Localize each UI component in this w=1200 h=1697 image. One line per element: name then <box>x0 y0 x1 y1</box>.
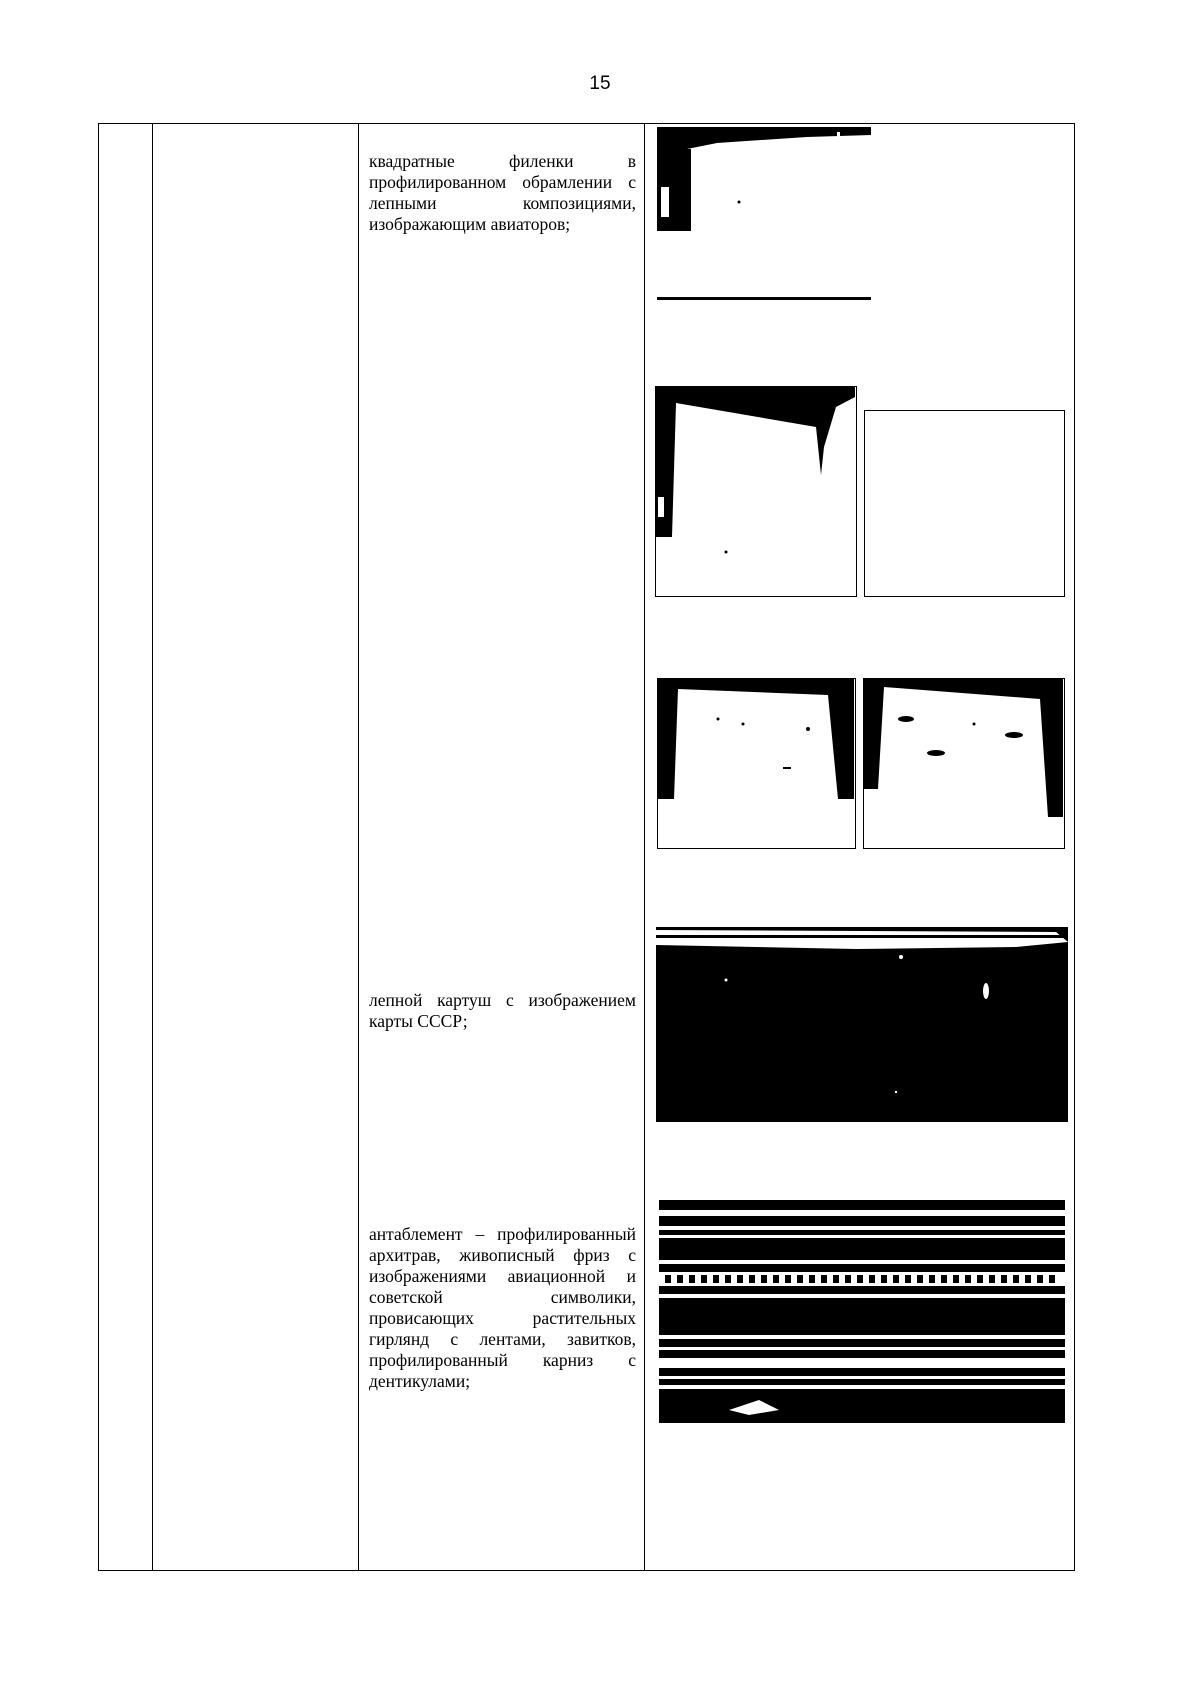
photo-entablature <box>659 1200 1065 1423</box>
photo-panel-left <box>655 386 857 597</box>
column-divider-1 <box>152 124 153 1570</box>
page-number: 15 <box>589 73 611 94</box>
description-entablature: антаблемент – профилированный архитрав, живописный фриз с изображениями авиационной и советской символики, провисающих растительных гирлянд с лентами, завитков, профилированный карниз с дентикулами; <box>369 1224 636 1391</box>
photo-cartouche <box>656 927 1068 1122</box>
photo-relief-right <box>863 678 1065 849</box>
description-cartouche: лепной картуш с изображением карты СССР; <box>369 990 636 1031</box>
photo-relief-left <box>657 678 856 849</box>
photo-panel-right <box>864 410 1065 597</box>
description-panels: квадратные филенки в профилированном обрамлении с лепными композициями, изображающим авиаторов; <box>369 151 636 234</box>
column-divider-2 <box>358 124 359 1570</box>
table-frame <box>98 123 1075 1571</box>
column-divider-3 <box>644 124 645 1570</box>
photo-panel-corner <box>657 127 871 309</box>
